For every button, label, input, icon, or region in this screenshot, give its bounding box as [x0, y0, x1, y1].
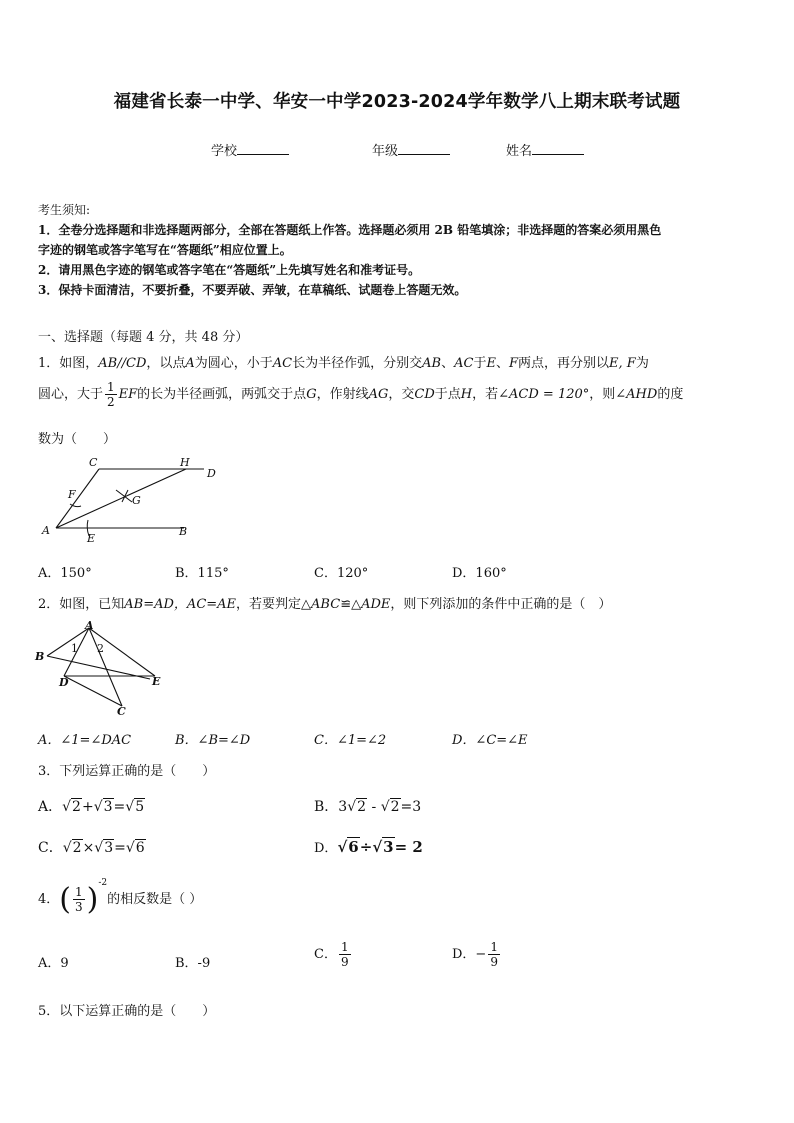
segment-dc: [64, 676, 122, 706]
fig2-label-1: 1: [71, 642, 78, 655]
q2-figure: [30, 618, 180, 718]
fig2-label-e: E: [152, 675, 161, 688]
fig1-label-c: C: [89, 456, 98, 469]
q5-text: 5．以下运算正确的是（ ）: [38, 1004, 216, 1019]
q2-option-c[interactable]: C．∠1=∠2: [314, 733, 387, 748]
q3-option-c[interactable]: C．√2×√3=√6: [38, 840, 145, 856]
q1-figure: [36, 456, 226, 546]
grade-label: 年级: [372, 144, 399, 159]
fig2-label-a: A: [85, 619, 94, 632]
q3-option-d[interactable]: D．√6÷√3= 2: [314, 838, 423, 856]
notice-item-1: 1．全卷分选择题和非选择题两部分，全部在答题纸上作答。选择题必须用 2B 铅笔填涂；非选择题的答案必须用黑色: [38, 223, 662, 237]
exam-title: 福建省长泰一中学、华安一中学2023-2024学年数学八上期末联考试题: [113, 92, 681, 112]
notice-heading: 考生须知:: [38, 203, 91, 217]
school-label: 学校: [211, 144, 238, 159]
fig1-label-f: F: [68, 488, 76, 501]
fig1-label-d: D: [207, 467, 216, 480]
q3-option-b[interactable]: B．3√2 - √2=3: [314, 799, 422, 815]
q1-line-3: 数为（ ）: [38, 432, 117, 447]
q1-line-2: 圆心，大于 $\frac{1}{2}$ EF的长为半径画弧，两弧交于点G，作射线AG，交CD于点H，若∠ACD = 120°，则∠AHD的度: [38, 380, 684, 409]
fig1-label-a: A: [42, 524, 50, 537]
school-field: [211, 140, 289, 159]
q2-option-a[interactable]: A．∠1=∠DAC: [38, 733, 132, 748]
q1-option-b[interactable]: B．115°: [175, 566, 229, 581]
name-field: [506, 140, 584, 159]
fig1-label-g: G: [132, 494, 141, 507]
q4-option-b[interactable]: B．-9: [175, 956, 211, 971]
segment-ac: [56, 469, 99, 528]
q4-option-a[interactable]: A．9: [38, 956, 69, 971]
notice-block: [38, 200, 758, 300]
name-blank[interactable]: [532, 142, 584, 155]
school-blank[interactable]: [237, 142, 289, 155]
notice-item-2: 2．请用黑色字迹的钢笔或答字笔在“答题纸”上先填写姓名和准考证号。: [38, 263, 421, 277]
notice-item-3: 3．保持卡面清洁，不要折叠，不要弄破、弄皱，在草稿纸、试题卷上答题无效。: [38, 283, 467, 297]
grade-field: [372, 140, 450, 159]
q1-option-a[interactable]: A．150°: [38, 566, 92, 581]
q2-option-d[interactable]: D．∠C=∠E: [452, 733, 528, 748]
fig1-label-b: B: [179, 525, 188, 538]
q1-option-d[interactable]: D．160°: [452, 566, 507, 581]
fraction-one-third: $\frac{1}{3}$: [75, 885, 83, 914]
q2-text: 2．如图，已知AB=AD，AC=AE，若要判定△ABC≌△ADE，则下列添加的条件中正确的是（ ）: [38, 597, 612, 612]
q1-option-c[interactable]: C．120°: [314, 566, 369, 581]
segment-ab: [47, 628, 89, 656]
q2-option-b[interactable]: B．∠B=∠D: [175, 733, 251, 748]
q4-option-c[interactable]: C． $\frac{1}{9}$: [314, 940, 349, 969]
fig2-label-d: D: [59, 676, 69, 689]
notice-item-1-cont: 字迹的钢笔或答字笔写在“答题纸”相应位置上。: [38, 243, 292, 257]
fig2-label-b: B: [35, 650, 45, 663]
fig2-label-c: C: [117, 705, 126, 718]
fig2-label-2: 2: [97, 642, 104, 655]
q3-option-a[interactable]: A．√2+√3=√5: [38, 799, 145, 815]
fraction-half: $\frac{1}{2}$: [107, 380, 115, 409]
fig1-label-e: E: [87, 532, 96, 545]
section-heading: 一、选择题（每题 4 分，共 48 分）: [38, 330, 249, 345]
name-label: 姓名: [506, 144, 533, 159]
q1-line-1: 1．如图，AB//CD，以点A为圆心，小于AC长为半径作弧，分别交AB、AC于E、F两点，再分别以E, F为: [38, 356, 649, 371]
grade-blank[interactable]: [398, 142, 450, 155]
q3-text: 3．下列运算正确的是（ ）: [38, 764, 216, 779]
fig1-label-h: H: [180, 456, 190, 469]
q4-text: 4．( $\frac{1}{3}$ )$^{-2}$的相反数是（ ）: [38, 878, 203, 917]
q4-option-d[interactable]: D．− $\frac{1}{9}$: [452, 940, 498, 969]
